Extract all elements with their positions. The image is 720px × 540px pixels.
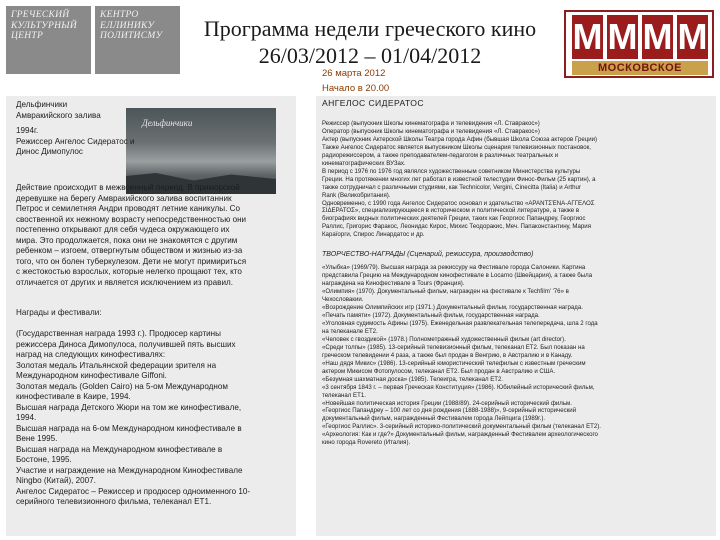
logo-letter: М [572,16,603,57]
awards-line: Вене 1995. [16,434,58,443]
greek-cultural-center-logo [6,6,180,74]
award-line: «Наш дядя Микис» (1986). 13-серийный юмористический телефильм с известным греческим [322,359,586,367]
bio-line: также сотрудничал с различными студиями, как Technicolor, Vergini, Cinecitta (Italia) и Arthur [322,183,581,191]
bio-line: Оператор (выпускник Школы кинематографа и телевидения «Л. Ставракос») [322,127,540,135]
logo-letter: М [642,16,673,57]
bio-line: Одновременно, с 1990 года Ангелос Сидератос основал и здательство «ΑΡΑΝΤΣΈΝΑ-ΑΓΓΕΛΟΣ [322,199,595,207]
logo-line: ГРЕЧЕСКИЙ [11,10,70,20]
film-directors: Динос Димопулос [16,147,83,156]
bio-line: радиорежиссером, а также преподавателем-педагогом в различных театральных и [322,151,559,159]
award-line: «Уголовная судимость Афины (1975). Еженедельная развлекательная телепередача, шла 2 года [322,319,598,327]
awards-line: Высшая награда Детского Жюри на том же кинофестивале, [16,402,242,412]
award-line: на телеканале ЕТ2. [322,327,378,335]
film-plot [16,183,288,288]
awards-line: Ангелос Сидератос – Режиссер и продюсер одноименного 10- [16,486,251,496]
page-title: Программа недели греческого кино [203,16,537,41]
film-meta [16,126,135,158]
award-line: награждена на Кинофестивале в Tours (Франция). [322,280,465,288]
awards-line [16,319,288,330]
film-year: 1994г. [16,126,39,135]
plot-line: постепенно открывают для себя чудеса окружающего их [16,225,230,234]
plot-line: Петрос и семилетняя Андри проводят летние каникулы. Со [16,204,240,213]
plot-line: ребенком – изгоем, отвергнутым обществом и жизнью из-за [16,246,243,255]
director-column [316,96,716,536]
director-bio [322,120,708,239]
awards-line: режиссера Диноса Димопулоса, получившей пять высших [16,339,236,349]
awards-line: Участие и награждение на Международном Кинофестивале [16,465,243,475]
award-line: «3 сентября 1843 г. – первая Греческая Конституция» (1986). Юбилейный исторический фильм, [322,383,595,391]
page-title-dates: 26/03/2012 – 01/04/2012 [258,43,482,68]
bio-line: Караїорги, Спирос Линардатос и др. [322,231,425,239]
film-title-line: Дельфинчики [16,100,68,109]
award-line: «Человек с гвоздикой» (1978.) Полнометражный художественный фильм (art director). [322,335,566,343]
award-line: телеканал ЕТ1. [322,391,366,399]
bio-line: ΣΙΔΕΡΑΤΟΣ», специализирующееся в историческом и политической литературе, а также в [322,207,580,215]
awards-line: кинофестивале в Каире, 1994. [16,392,131,401]
bio-line: Режиссер (выпускник Школы кинематографа и телевидения «Л. Ставракос») [322,120,540,127]
awards-line: Ningbo (Китай), 2007. [16,476,96,485]
awards-line: Награды и фестивали: [16,308,102,317]
logo-line: ПОЛИТИСМУ [100,31,163,41]
awards-line: 1994. [16,413,37,422]
logo-box-russian [6,6,91,74]
award-line: «Среди толпы» (1985). 13-серийный телевизионный фильм, телеканал ЕТ2. Был показан на [322,343,585,351]
film-title-line: Амвракийского залива [16,110,101,120]
bio-line: биографиях видных политических деятелей Греции, таких как Георгиос Папандреу, Георгиос [322,215,586,223]
bio-line: Греции. На протяжении многих лет работал в известной телестудии Финос-Фильм (25 картин), а [322,175,596,183]
film-still-image [126,108,276,194]
film-directors: Режиссер Ангелос Сидератос и [16,136,135,146]
plot-line: мира. Это продолжается, пока они не знакомятся с другим [16,235,238,245]
plot-line: с жестокостью взрослых, которые нелегко прощают тех, кто [16,267,242,276]
bio-line: В период с 1976 по 1976 год являлся художественным советником Министерства культуры [322,167,581,175]
logo-line: ЕЛЛИНИКУ [100,20,155,31]
still-caption: Дельфинчики [142,118,193,128]
award-line: «Возрождение Олимпийских игр (1971.) Документальный фильм, государственная награда. [322,304,583,312]
plot-line: деревушке на берегу Амвракийского залива воспитанник [16,193,232,203]
logo-line: ЦЕНТР [11,31,44,41]
award-line: актером Микисом Фотопулосом, телеканал ЕТ2. Был продан в Австралию и США. [322,367,556,375]
page-header [0,0,720,94]
awards-line: серийного телевизионного фильма, телеканал ЕТ1. [16,497,212,506]
award-line: «Георгиос Папандреу – 100 лет со дня рождения (1888-1988)», 9-серийный исторический [322,407,577,415]
awards-line: Международном кинофестивале Giffoni. [16,371,167,380]
award-line: «Археология: Как и где?» Документальный фильм, награжденный Фестивалем археологического [322,431,598,439]
awards-line: Золотая медаль Итальянской федерации зрителя на [16,360,217,370]
awards-line: наград на следующих кинофестивалях: [16,350,166,359]
award-line: греческом телевидении 4 раза, а также был продан в Венгрию, в Австралию и в Канаду. [322,351,573,359]
awards-line: (Государственная награда 1993 г.). Продюсер картины [16,329,221,338]
screening-time: Начало в 20.00 [322,83,390,94]
bio-line: Актер (выпускник Актерской Школы Театра города Афин (бывшая Школа Союза актеров Греции) [322,135,598,143]
awards-line: Высшая награда на 6-ом Международном кинофестивале в [16,423,242,433]
award-line: представила Грецию на Международном кинофестивале в Locarno (Швейцария), а также была [322,272,593,280]
awards-line: Золотая медаль (Golden Cairo) на 5-ом Международном [16,381,228,391]
awards-heading: ТВОРЧЕСТВО-НАГРАДЫ (Сценарий, режиссура, производство) [322,251,534,259]
plot-line: того, что он болен туберкулезом. Дети не могут примириться [16,256,247,266]
logo-line: КУЛЬТУРНЫЙ [11,20,77,31]
moskovskoe-cinema-logo [564,10,714,78]
award-line: документальный фильм, награжденный Фестивалем города Лейпцига (1989г.). [322,415,546,423]
award-line: «Улыбка» (1969/79). Высшая награда за режиссуру на Фестивале города Салоники. Картина [322,264,586,272]
logo-letter: М [607,16,638,57]
award-line: «Олимпия» (1970). Документальный фильм, награжден на фестивале к Techfilm' '76» в [322,288,569,296]
screening-date: 26 марта 2012 [322,68,386,79]
director-name: АНГЕЛОС СИДЕРАТОС [322,98,424,108]
award-line: «Георгиос Раллис». 3-серийный историко-политический документальный фильм (телеканал ЕТ2). [322,423,601,431]
awards-line: Высшая награда на Международном кинофестивале в [16,444,223,454]
logo-letter: М [677,16,708,57]
awards-line: Бостоне, 1995. [16,455,72,464]
director-awards [322,264,708,447]
award-line: кино города Rovereto (Италия). [322,439,411,447]
plot-line: Действие происходит в межвоенный период. В приморской [16,183,240,192]
award-line: «Безумная шахматная доска» (1985). Телеигра, телеканал ЕТ2. [322,375,504,383]
award-line: «Новейшая политическая история Греции (1988/89). 24-серийный исторический фильм. [322,399,572,407]
bio-line: кинематографических ВУЗах. [322,159,406,167]
logo-line: КЕНТРО [100,10,139,20]
film-column [6,96,296,536]
bio-line: Раллис, Григорис Фаракос, Леонидас Кирос, Михис Теодоракис, Меч. Папаконстантину, Мария [322,223,592,231]
award-line: Чехословакии. [322,296,364,304]
award-line: «Печать памяти» (1972). Документальный фильм, государственная награда. [322,312,540,320]
film-awards [16,308,288,508]
bio-line: Rank (Великобритания). [322,191,391,199]
logo-letters [572,15,708,59]
logo-caption: МОСКОВСКОЕ [572,61,708,75]
logo-box-greek [95,6,180,74]
plot-line: своственной их нежному возрасту непосредственностью они [16,214,247,224]
bio-line: Также Ангелос Сидератос является выпускником Школы сценария телевизионных постановок, [322,143,592,151]
plot-line: отличается от других и является исключением из правил. [16,277,233,287]
